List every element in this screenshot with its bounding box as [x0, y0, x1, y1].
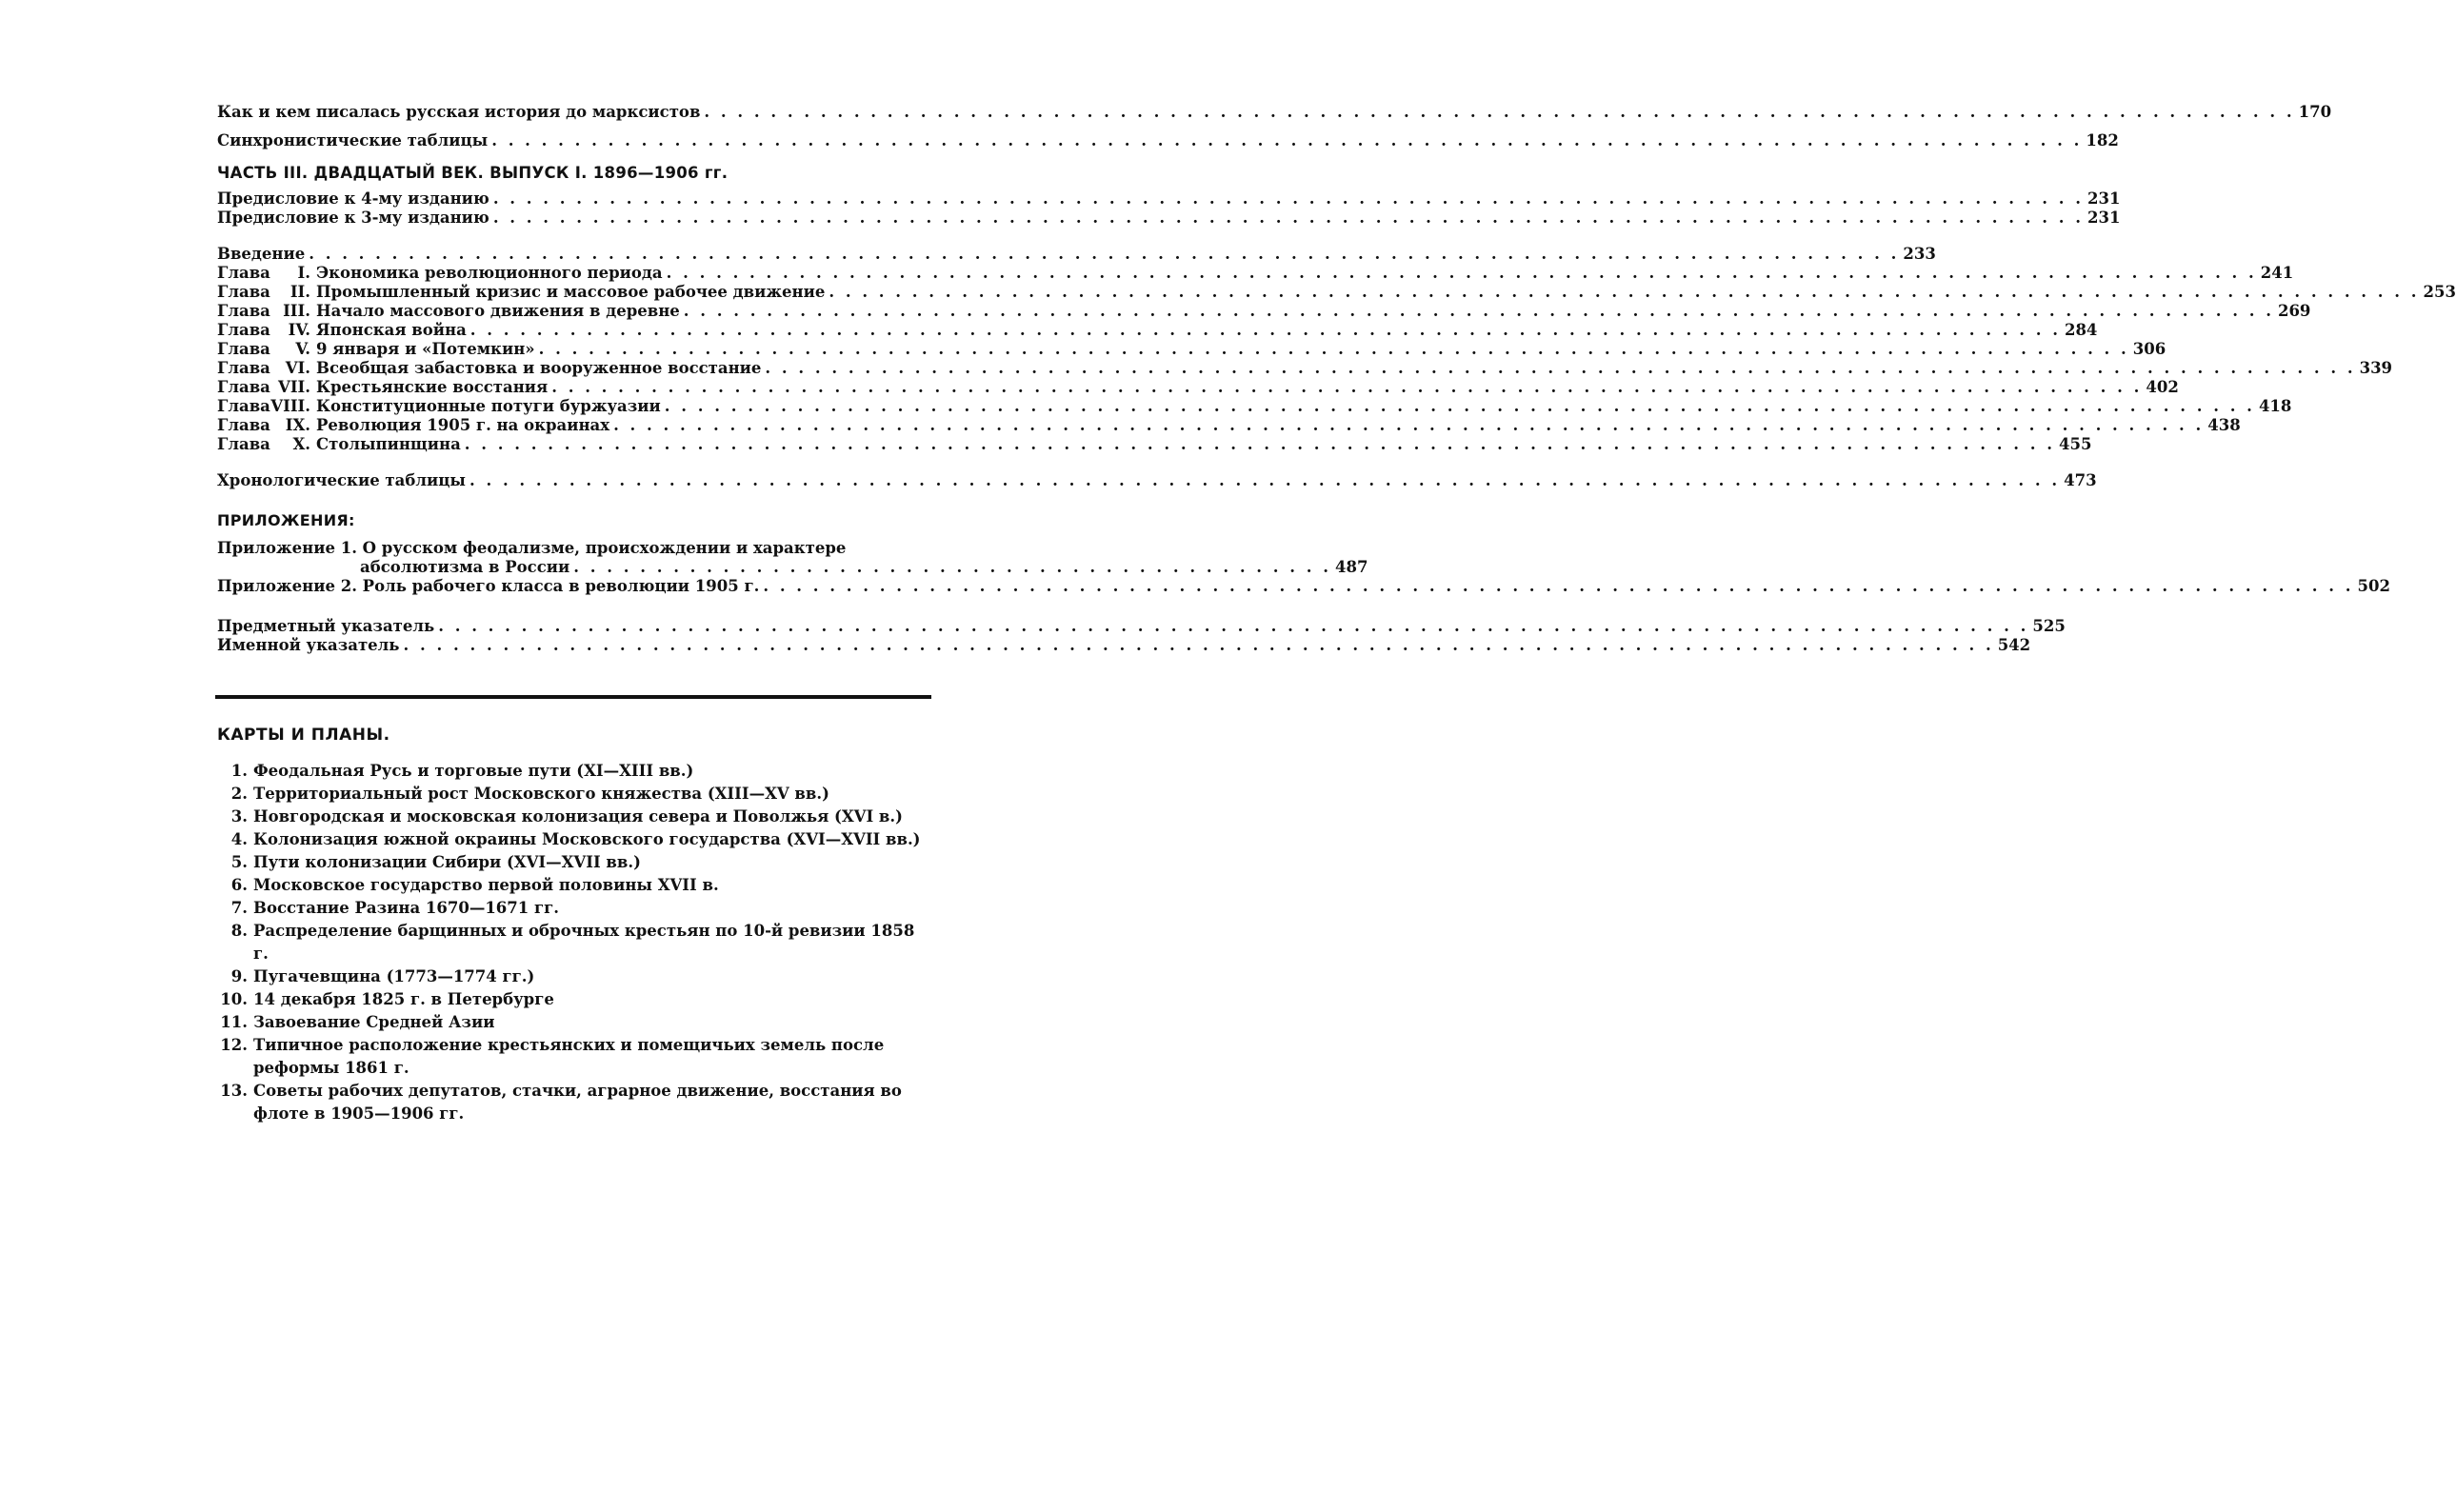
- map-title: Пути колонизации Сибири (XVI—XVII вв.): [253, 853, 641, 871]
- list-item: [217, 1011, 933, 1034]
- leader-dots: [765, 359, 2355, 378]
- map-number: 1.: [230, 762, 248, 780]
- chapter-entry: [217, 283, 2456, 302]
- map-number: 2.: [230, 785, 248, 803]
- list-item: [217, 988, 933, 1011]
- appendix-title-line2: абсолютизма в России: [360, 558, 570, 576]
- map-number: 3.: [230, 807, 248, 826]
- toc-entry: [217, 131, 2119, 150]
- list-item: [217, 760, 933, 783]
- leader-dots: [551, 378, 2142, 397]
- toc-entry-page: 233: [1903, 245, 1936, 263]
- leader-dots: [667, 264, 2257, 283]
- leader-dots: [465, 435, 2055, 454]
- chapter-label: Глава: [217, 264, 270, 282]
- appendix-entry: [217, 539, 1368, 577]
- chapter-label: Глава: [217, 378, 270, 396]
- leader-dots: [493, 209, 2084, 228]
- leader-dots: [829, 283, 2419, 302]
- chapter-number: IV.: [288, 321, 310, 339]
- leader-dots: [309, 245, 1899, 264]
- chapter-title: Революция 1905 г. на окраинах: [316, 416, 610, 434]
- list-item: [217, 806, 933, 828]
- list-item: [217, 897, 933, 920]
- index-entry: [217, 636, 2031, 655]
- chapter-number: III.: [283, 302, 310, 320]
- chapter-page: 241: [2260, 264, 2294, 282]
- toc-entry-page: 182: [2086, 131, 2119, 149]
- chapter-number: VI.: [285, 359, 310, 377]
- chapter-list: [217, 264, 2456, 454]
- map-number: 6.: [230, 876, 248, 894]
- chapter-page: 253: [2423, 283, 2456, 301]
- map-title: Колонизация южной окраины Московского государства (XVI—XVII вв.): [253, 830, 921, 848]
- chapter-title: Промышленный кризис и массовое рабочее движение: [316, 283, 826, 301]
- chapter-number: V.: [295, 340, 310, 358]
- chapter-entry: [217, 416, 2241, 435]
- chapter-label: Глава: [217, 397, 270, 415]
- map-number: 5.: [230, 853, 248, 871]
- chapter-entry: [217, 302, 2311, 321]
- toc-entry-title: Введение: [217, 245, 306, 263]
- map-number: 10.: [220, 990, 248, 1008]
- chapter-number: IX.: [285, 416, 310, 434]
- list-item: [217, 851, 933, 874]
- map-title: Феодальная Русь и торговые пути (XI—XIII вв.): [253, 762, 694, 780]
- leader-dots: [763, 577, 2353, 596]
- leader-dots: [665, 397, 2255, 416]
- leader-dots: [493, 189, 2084, 209]
- map-title: Распределение барщинных и оброчных крестьян по 10-й ревизии 1858 г.: [253, 922, 915, 963]
- map-title: Завоевание Средней Азии: [253, 1013, 495, 1031]
- toc-entry-page: 170: [2298, 103, 2332, 121]
- appendix-page: 502: [2357, 577, 2390, 595]
- list-item: [217, 828, 933, 851]
- chapter-title: Японская война: [316, 321, 467, 339]
- list-item: [217, 920, 933, 965]
- toc-entry-title: Предисловие к 3-му изданию: [217, 209, 489, 227]
- chapter-entry: [217, 397, 2292, 416]
- list-item: [217, 1080, 933, 1125]
- leader-dots: [469, 471, 2060, 490]
- chapter-entry: [217, 378, 2179, 397]
- toc-entry-page: 473: [2064, 471, 2097, 489]
- chapter-entry: [217, 321, 2098, 340]
- list-item: [217, 783, 933, 806]
- chapter-entry: [217, 340, 2166, 359]
- chapter-label: Глава: [217, 340, 270, 358]
- chapter-label: Глава: [217, 359, 270, 377]
- map-title: Пугачевщина (1773—1774 гг.): [253, 967, 535, 985]
- toc-entry-title: Как и кем писалась русская история до марксистов: [217, 103, 701, 121]
- chapter-number: X.: [292, 435, 310, 453]
- chapter-label: Глава: [217, 416, 270, 434]
- chapter-entry: [217, 359, 2393, 378]
- appendix-title-line1: Приложение 1. О русском феодализме, происхождении и характере: [217, 539, 847, 557]
- chapter-label: Глава: [217, 302, 270, 320]
- map-title: Типичное расположение крестьянских и помещичьих земель после реформы 1861 г.: [253, 1036, 885, 1077]
- leader-dots: [470, 321, 2061, 340]
- section-divider: [215, 695, 931, 699]
- leader-dots: [684, 302, 2274, 321]
- index-title: Предметный указатель: [217, 617, 435, 635]
- map-title: Московское государство первой половины XVII в.: [253, 876, 719, 894]
- chapter-page: 284: [2064, 321, 2098, 339]
- map-number: 8.: [230, 922, 248, 940]
- part-heading: ЧАСТЬ III. ДВАДЦАТЫЙ ВЕК. ВЫПУСК I. 1896—1906 гг.: [217, 164, 729, 182]
- map-number: 13.: [220, 1082, 248, 1100]
- toc-entry-title: Синхронистические таблицы: [217, 131, 489, 149]
- map-title: Советы рабочих депутатов, стачки, аграрное движение, восстания во флоте в 1905—1906 гг.: [253, 1082, 902, 1123]
- map-title: Восстание Разина 1670—1671 гг.: [253, 899, 559, 917]
- chapter-title: 9 января и «Потемкин»: [316, 340, 535, 358]
- appendix-title: Приложение 2. Роль рабочего класса в революции 1905 г.: [217, 577, 760, 595]
- chapter-page: 339: [2359, 359, 2393, 377]
- list-item: [217, 965, 933, 988]
- list-item: [217, 1034, 933, 1080]
- leader-dots: [613, 416, 2204, 435]
- chapter-number: II.: [290, 283, 310, 301]
- chapter-number: I.: [297, 264, 310, 282]
- table-of-contents: [217, 103, 2456, 655]
- map-title: 14 декабря 1825 г. в Петербурге: [253, 990, 554, 1008]
- chapter-page: 269: [2277, 302, 2311, 320]
- toc-entry: [217, 189, 2121, 209]
- chapter-label: Глава: [217, 321, 270, 339]
- toc-entry: [217, 245, 1936, 264]
- list-item: [217, 874, 933, 897]
- leader-dots: [404, 636, 1994, 655]
- chapter-label: Глава: [217, 283, 270, 301]
- toc-entry-page: 231: [2087, 209, 2121, 227]
- maps-heading: КАРТЫ И ПЛАНЫ.: [217, 726, 390, 745]
- chapter-page: 418: [2258, 397, 2292, 415]
- chapter-number: VIII.: [270, 397, 310, 415]
- toc-entry-title: Предисловие к 4-му изданию: [217, 189, 489, 208]
- leader-dots: [539, 340, 2129, 359]
- chapter-title: Всеобщая забастовка и вооруженное восстание: [316, 359, 762, 377]
- appendix-entry: [217, 577, 2390, 596]
- map-number: 11.: [220, 1013, 248, 1031]
- index-title: Именной указатель: [217, 636, 400, 654]
- toc-entry-page: 231: [2087, 189, 2121, 208]
- index-page: 542: [1997, 636, 2031, 654]
- chapter-number: VII.: [278, 378, 310, 396]
- maps-list: [217, 726, 933, 1125]
- map-number: 4.: [230, 830, 248, 848]
- map-number: 9.: [230, 967, 248, 985]
- chapter-page: 438: [2207, 416, 2241, 434]
- index-page: 525: [2032, 617, 2066, 635]
- chapter-title: Экономика революционного периода: [316, 264, 663, 282]
- toc-entry: [217, 209, 2121, 228]
- leader-dots: [704, 103, 2294, 122]
- chapter-title: Крестьянские восстания: [316, 378, 549, 396]
- chapter-page: 306: [2132, 340, 2166, 358]
- chapter-entry: [217, 264, 2294, 283]
- map-number: 12.: [220, 1036, 248, 1054]
- toc-entry-title: Хронологические таблицы: [217, 471, 466, 489]
- toc-entry: [217, 471, 2097, 490]
- index-entry: [217, 617, 2066, 636]
- leader-dots: [438, 617, 2028, 636]
- toc-entry: [217, 103, 2332, 122]
- chapter-title: Начало массового движения в деревне: [316, 302, 680, 320]
- map-title: Новгородская и московская колонизация севера и Поволжья (XVI в.): [253, 807, 903, 826]
- map-number: 7.: [230, 899, 248, 917]
- appendix-page: 487: [1335, 558, 1368, 576]
- chapter-entry: [217, 435, 2092, 454]
- chapter-page: 402: [2146, 378, 2179, 396]
- chapter-label: Глава: [217, 435, 270, 453]
- chapter-title: Столыпинщина: [316, 435, 461, 453]
- leader-dots: . . . . . . . . . . . . . . . . . . . . . . . . . . . . . . . . . . . . . . . . . . . . . .: [573, 558, 1332, 576]
- leader-dots: [491, 131, 2082, 150]
- map-title: Территориальный рост Московского княжества (XIII—XV вв.): [253, 785, 829, 803]
- chapter-page: 455: [2058, 435, 2092, 453]
- chapter-title: Конституционные потуги буржуазии: [316, 397, 661, 415]
- appendices-heading: ПРИЛОЖЕНИЯ:: [217, 511, 355, 529]
